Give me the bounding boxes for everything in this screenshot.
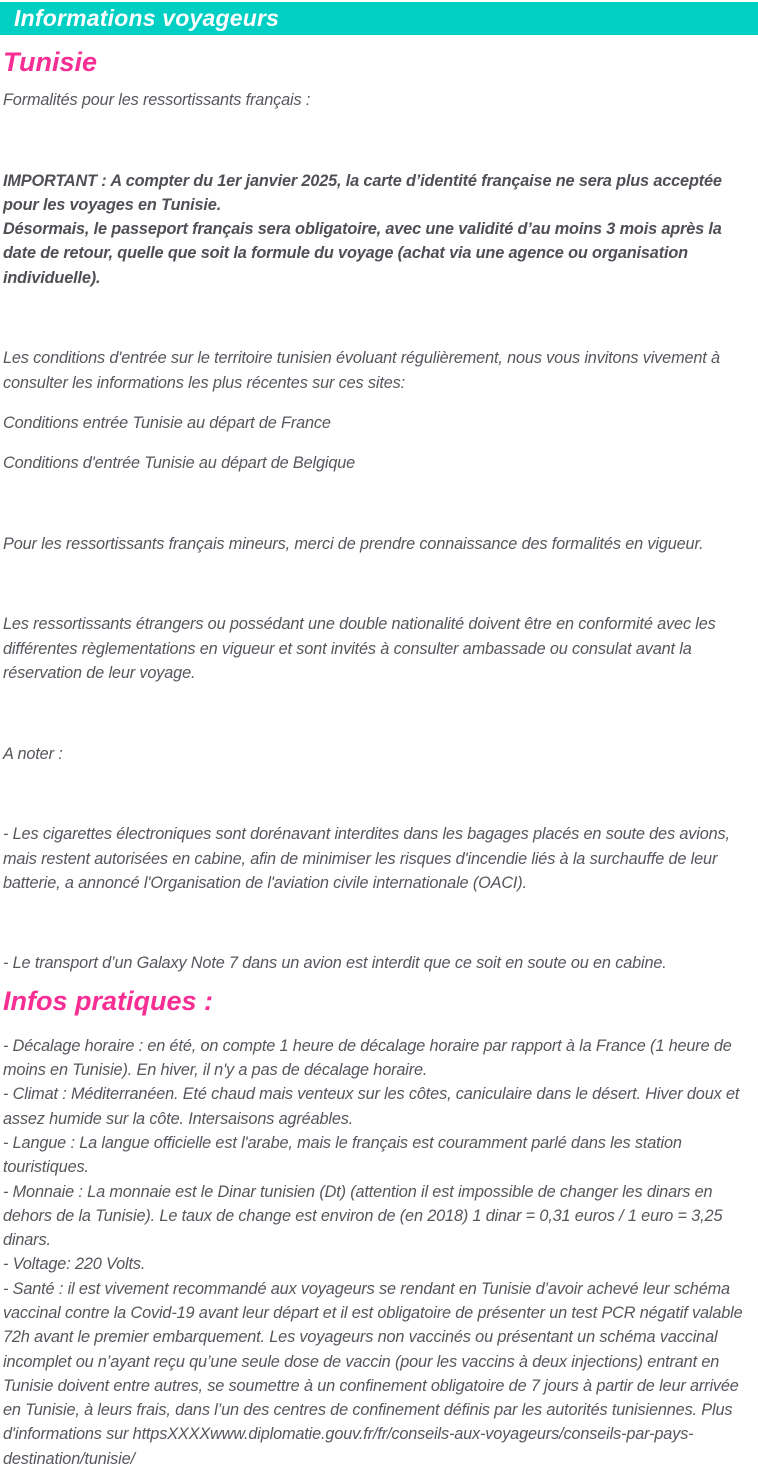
header-bar — [0, 2, 758, 35]
empty-line — [3, 782, 750, 806]
link-conditions-belgique[interactable]: Conditions d'entrée Tunisie au départ de Belgique — [3, 454, 356, 473]
travel-info-page — [0, 2, 758, 1471]
info-item-monnaie: - Monnaie : La monnaie est le Dinar tunisien (Dt) (attention il est impossible de changer les dinars en dehors de la Tunisie). Le taux de change est environ de (en 2018) 1 dinar = 0,31 euros / 1 euro = 3,25 dinars. — [3, 1182, 723, 1250]
paragraph-galaxy-note7: - Le transport d’un Galaxy Note 7 dans un avion est interdit que ce soit en soute ou en cabine. — [3, 954, 667, 973]
info-item-langue: - Langue : La langue officielle est l'arabe, mais le français est couramment parlé dans les station touristiques. — [3, 1133, 682, 1177]
important-line-1: IMPORTANT : A compter du 1er janvier 2025, la carte d’identité française ne sera plus acceptée pour les voyages en Tunisie. — [3, 171, 722, 214]
info-item-decalage-horaire: - Décalage horaire : en été, on compte 1 heure de décalage horaire par rapport à la France (1 heure de moins en Tunisie). En hiver, il n'y a pas de décalage horaire. — [3, 1036, 732, 1080]
paragraph-note-label: A noter : — [3, 744, 63, 763]
info-item-voltage: - Voltage: 220 Volts. — [3, 1255, 146, 1274]
content-area — [0, 45, 758, 1471]
paragraph-important — [3, 169, 750, 290]
empty-line — [3, 492, 750, 516]
paragraph-minors: Pour les ressortissants français mineurs, merci de prendre connaissance des formalités en vigueur. — [3, 534, 704, 553]
empty-line — [3, 572, 750, 596]
empty-line — [3, 306, 750, 330]
empty-line — [3, 701, 750, 725]
info-item-climat: - Climat : Méditerranéen. Eté chaud mais venteux sur les côtes, caniculaire dans le désert. Hiver doux et assez humide sur la côte. Intersaisons agréables. — [3, 1085, 740, 1128]
country-heading: Tunisie — [3, 47, 98, 77]
info-item-sante: - Santé : il est vivement recommandé aux voyageurs se rendant en Tunisie d’avoir achevé leur schéma vaccinal contre la Covid-19 avant leur départ et il est obligatoire de présenter un test PCR négatif valable 72h avant le premier embarquement. Les voyageurs non vaccinés ou présentant un schéma vaccinal incomplet ou n’ayant reçu qu’une seule dose de vaccin (pour les vaccins à deux injections) entrant en Tunisie doivent entre autres, se soumettre à un confinement obligatoire de 7 jours à partir de leur arrivée en Tunisie, à leurs frais, dans l’un des centres de confinement définis par les autorités tunisiennes. Plus d'informations sur httpsXXXXwww.diplomatie.gouv.fr/fr/conseils-aux-voyageurs/conseils-par-pays-destination/tunisie/ — [3, 1279, 743, 1468]
paragraph-formalites: Formalités pour les ressortissants français : — [3, 91, 311, 109]
paragraph-conditions-intro: Les conditions d'entrée sur le territoire tunisien évoluant régulièrement, nous vous invitons vivement à consulter les informations les plus récentes sur ces sites: — [3, 349, 720, 392]
link-conditions-france[interactable]: Conditions entrée Tunisie au départ de France — [3, 413, 331, 432]
paragraph-foreigners: Les ressortissants étrangers ou possédant une double nationalité doivent être en conformité avec les différentes règlementations en vigueur et sont invités à consulter ambassade ou consulat avant la réservation de leur voyage. — [3, 615, 716, 683]
paragraph-ecigarettes: - Les cigarettes électroniques sont dorénavant interdites dans les bagages placés en soute des avions, mais restent autorisées en cabine, afin de minimiser les risques d'incendie liés à la surchauffe de leur batterie, a annoncé l'Organisation de l'aviation civile internationale (OACI). — [3, 825, 730, 892]
infos-pratiques-heading: Infos pratiques : — [3, 985, 214, 1016]
empty-line — [3, 128, 750, 152]
empty-line — [3, 911, 750, 935]
page-title: Informations voyageurs — [14, 5, 280, 31]
important-line-2: Désormais, le passeport français sera obligatoire, avec une validité d’au moins 3 mois après la date de retour, quelle que soit la formule du voyage (achat via une agence ou organisation individuelle). — [3, 220, 722, 287]
